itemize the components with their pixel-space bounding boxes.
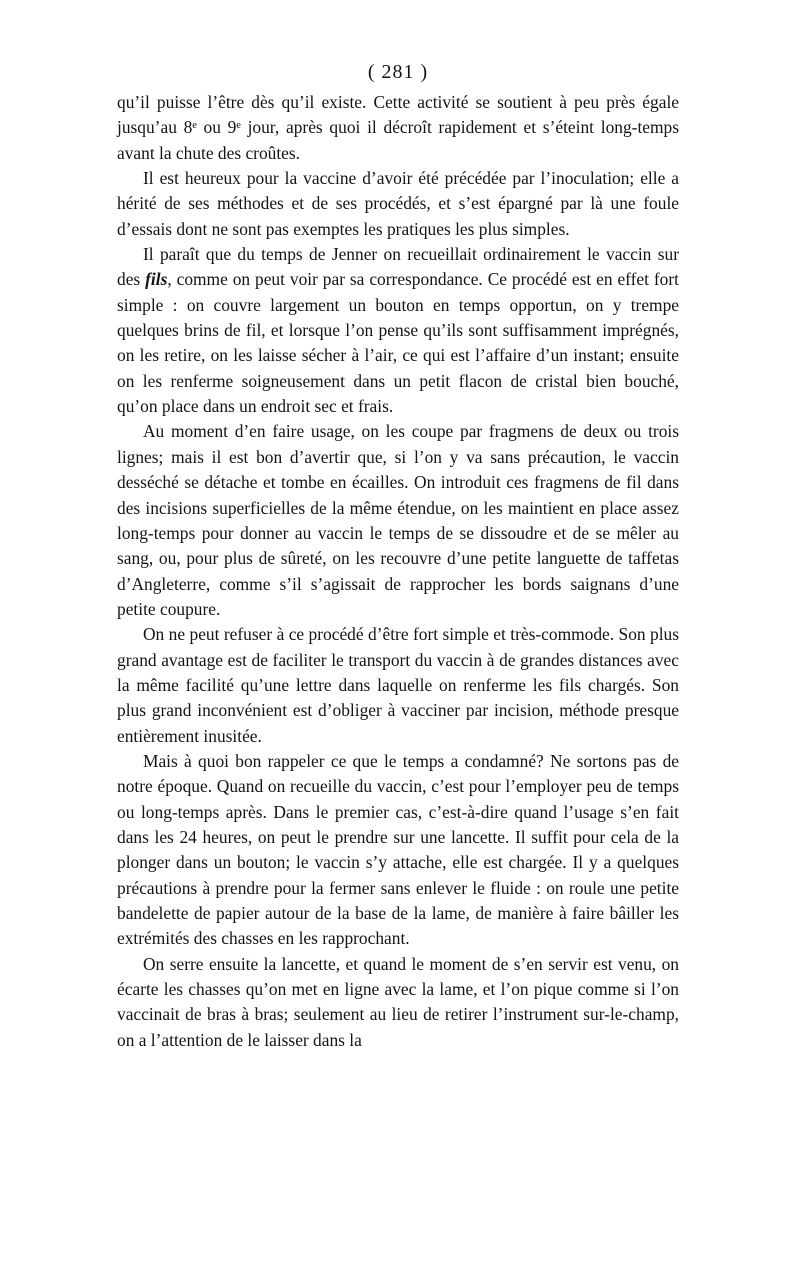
body-text xyxy=(117,90,679,1053)
paragraph-serre: On serre ensuite la lancette, et quand le moment de s’en servir est venu, on écarte les chasses qu’on met en ligne avec la lame, et l’on pique comme si l’on vaccinait de bras à bras; seulement au lieu de retirer l’instrument sur-le-champ, on a l’attention de le laisser dans la xyxy=(117,953,679,1050)
paragraph-continuation: qu’il puisse l’être dès qu’il existe. Cette activité se soutient à peu près égale jusqu’au 8ᵉ ou 9ᵉ jour, après quoi il décroît rapidement et s’éteint long-temps avant la chute des croûtes. xyxy=(117,92,679,163)
paragraph-jenner xyxy=(117,242,679,419)
paragraph-inoculation: Il est heureux pour la vaccine d’avoir été précédée par l’inoculation; elle a hérité de ses méthodes et de ses procédés, et s’est épargné par là une foule d’essais dont ne sont pas exemptes les pratiques les plus simples. xyxy=(117,168,679,239)
book-page xyxy=(117,60,679,1053)
paragraph-advantages: On ne peut refuser à ce procédé d’être fort simple et très-commode. Son plus grand avantage est de faciliter le transport du vaccin à de grandes distances avec la même facilité qu’une lettre dans laquelle on renferme les fils chargés. Son plus grand inconvénient est d’obliger à vacciner par incision, méthode presque entièrement inusitée. xyxy=(117,624,679,746)
emphasis-fils: fils xyxy=(145,269,168,290)
paragraph-jenner-after: , comme on peut voir par sa correspondance. Ce procédé est en effet fort simple : on couvre largement un bouton en temps opportun, on y trempe quelques brins de fil, et lorsque l’on pense qu’ils sont suffisamment imprégnés, on les retire, on les laisse sécher à l’air, ce qui est l’affaire d’un instant; ensuite on les renferme soigneusement dans un petit flacon de cristal bien bouché, qu’on place dans un endroit sec et frais. xyxy=(117,269,679,417)
paragraph-usage: Au moment d’en faire usage, on les coupe par fragmens de deux ou trois lignes; mais il est bon d’avertir que, si l’on y va sans précaution, le vaccin desséché se détache et tombe en écailles. On introduit ces fragmens de fil dans des incisions superficielles de la même étendue, on les maintient en place assez long-temps pour donner au vaccin le temps de se dissoudre et de se mêler au sang, ou, pour plus de sûreté, on les recouvre d’une petite languette de taffetas d’Angleterre, comme s’il s’agissait de rapprocher les bords saignans d’une petite coupure. xyxy=(117,421,679,619)
paragraph-lancette: Mais à quoi bon rappeler ce que le temps a condamné? Ne sortons pas de notre époque. Quand on recueille du vaccin, c’est pour l’employer peu de temps ou long-temps après. Dans le premier cas, c’est-à-dire quand l’usage s’en fait dans les 24 heures, on peut le prendre sur une lancette. Il suffit pour cela de la plonger dans un bouton; le vaccin s’y attache, elle est chargée. Il y a quelques précautions à prendre pour la fermer sans enlever le fluide : on roule une petite bandelette de papier autour de la base de la lame, de manière à faire bâiller les extrémités des chasses en les rapprochant. xyxy=(117,750,679,949)
paragraph-jenner-before: Il paraît que du temps de Jenner on recueillait ordinairement le vaccin sur des xyxy=(117,244,679,290)
page-number: ( 281 ) xyxy=(367,61,429,83)
